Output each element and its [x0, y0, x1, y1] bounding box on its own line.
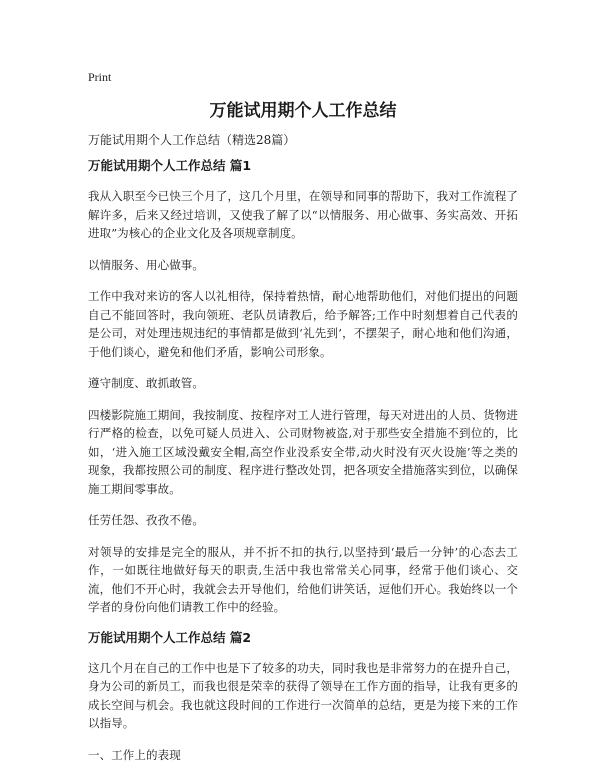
paragraph: 四楼影院施工期间，我按制度、按程序对工人进行管理，每天对进出的人员、货物进行严格的检查，以免可疑人员进入、公司财物被盗,对于那些安全措施不到位的，比如，‘进入施工区域没戴安全帽,高空作业没系安全带,动火时没有灭火设施’等之类的现象，我都按照公司的制度、程序进行整改处罚，把各项安全措施落实到位，以确保施工期间零事故。: [88, 407, 518, 496]
document-title: 万能试用期个人工作总结: [209, 101, 397, 121]
paragraph: 以情服务、用心做事。: [88, 257, 204, 272]
paragraph: 对领导的安排是完全的服从，并不折不扣的执行,以坚持到‘最后一分钟’的心态去工作，一如既往地做好每天的职责,生活中我也常常关心同事，经常于他们谈心、交流，他们不开心时，我就会去开导他们，给他们讲笑话，逗他们开心。我始终以一个学者的身份向他们请教工作中的经验。: [88, 544, 518, 614]
paragraph: 工作中我对来访的客人以礼相待，保持着热情，耐心地帮助他们，对他们提出的问题自己不能回答时，我向领班、老队员请教后，给予解答;工作中时刻想着自己代表的是公司，对处理违规违纪的事情都是做到‘礼先到’，不摆架子，耐心地和他们沟通，于他们谈心，避免和他们矛盾，影响公司形象。: [88, 289, 518, 359]
section-heading: 万能试用期个人工作总结 篇1: [88, 158, 252, 173]
paragraph: 一、工作上的表现: [88, 747, 181, 762]
print-link[interactable]: Print: [88, 70, 112, 84]
section-heading: 万能试用期个人工作总结 篇2: [88, 629, 252, 645]
paragraph: 任劳任怨、孜孜不倦。: [88, 513, 204, 527]
document-subtitle: 万能试用期个人工作总结（精选28篇）: [88, 133, 296, 147]
document-body: [88, 158, 518, 777]
paragraph: 遵守制度、敢抓敢管。: [88, 376, 204, 390]
paragraph: 这几个月在自己的工作中也是下了较多的功夫，同时我也是非常努力的在提升自己，身为公司的新员工，而我也很是荣幸的获得了领导在工作方面的指导，让我有更多的成长空间与机会。我也就这段时间的工作进行一次简单的总结，更是为接下来的工作以指导。: [88, 660, 518, 730]
paragraph: 我从入职至今已快三个月了，这几个月里，在领导和同事的帮助下，我对工作流程了解许多，后来又经过培训，又使我了解了以“以情服务、用心做事、务实高效、开拓进取”为核心的企业文化及各项规章制度。: [88, 189, 518, 240]
